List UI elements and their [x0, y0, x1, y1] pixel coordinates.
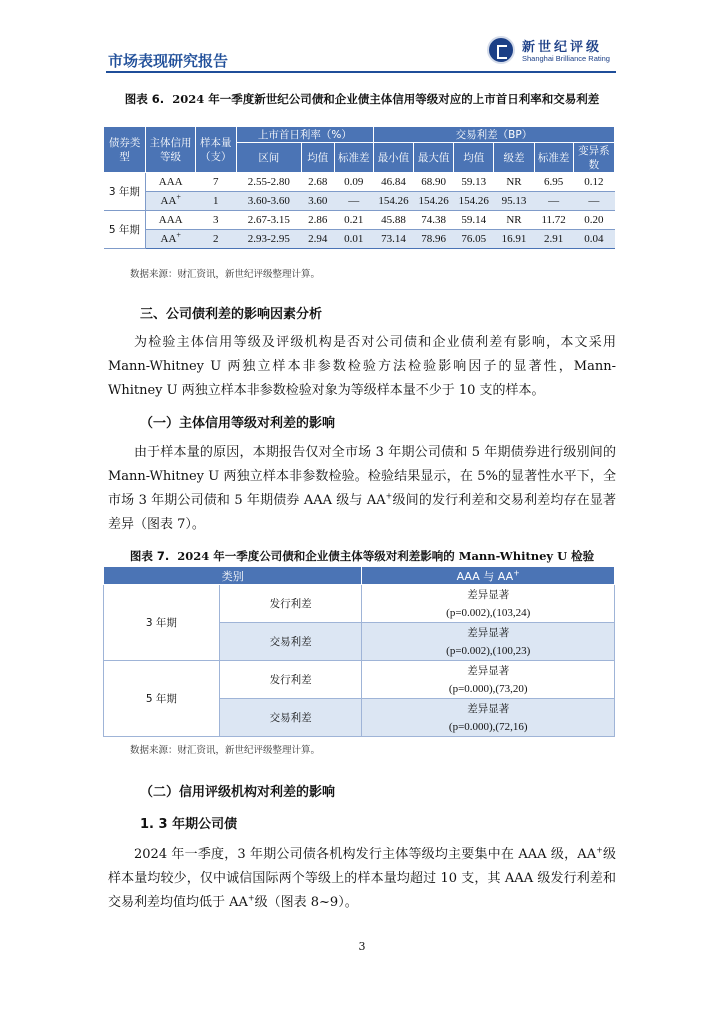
group-3y: 3 年期 — [104, 173, 146, 211]
col-min: 最小值 — [373, 143, 413, 173]
result-stat: (p=0.002),(103,24) — [446, 606, 531, 619]
result-stat: (p=0.002),(100,23) — [446, 644, 531, 657]
table-cell: NR — [494, 211, 534, 230]
table-cell: 1 — [195, 192, 236, 211]
table-row — [104, 661, 615, 699]
table-cell: 2.86 — [301, 211, 334, 230]
table-cell: NR — [494, 173, 534, 192]
result-label: 差异显著 — [467, 664, 510, 677]
superscript-plus: + — [385, 491, 393, 501]
row-type: 交易利差 — [219, 623, 362, 661]
table-cell: — — [573, 192, 614, 211]
row-type: 交易利差 — [219, 699, 362, 737]
result-label: 差异显著 — [467, 588, 510, 601]
para2-text-b: 级间的发行利差和交易利差均存在显著差异（图表 7）。 — [108, 493, 616, 532]
agency-subheading: （二）信用评级机构对利差的影响 — [140, 785, 336, 800]
table-cell: 0.01 — [334, 230, 373, 249]
report-header-title: 市场表现研究报告 — [108, 52, 229, 70]
rating-aa-base: AA — [160, 233, 177, 245]
para3-text-a: 2024 年一季度，3 年期公司债各机构发行主体等级均主要集中在 AAA 级，AA — [134, 847, 597, 862]
col-mean: 均值 — [301, 143, 334, 173]
table-cell: 16.91 — [494, 230, 534, 249]
superscript-plus: + — [513, 567, 520, 577]
row-result — [362, 585, 615, 623]
rating-aa-base: AA — [160, 195, 177, 207]
col-comparison — [362, 567, 615, 585]
row-result — [362, 623, 615, 661]
table-cell: 2.68 — [301, 173, 334, 192]
section3-heading: 三、公司债利差的影响因素分析 — [140, 307, 323, 322]
col-range: 区间 — [236, 143, 301, 173]
brand-emblem-icon — [487, 36, 515, 64]
table-cell: 95.13 — [494, 192, 534, 211]
table-row — [104, 173, 615, 192]
table-cell: 3.60 — [301, 192, 334, 211]
figure7-table — [103, 566, 615, 737]
table-cell — [146, 192, 195, 211]
col-sample: 样本量（支） — [195, 127, 236, 173]
col-std2: 标准差 — [534, 143, 573, 173]
result-label: 差异显著 — [467, 702, 510, 715]
table-cell: 0.20 — [573, 211, 614, 230]
table-cell: 0.09 — [334, 173, 373, 192]
table-cell: 68.90 — [414, 173, 454, 192]
table-cell: 73.14 — [373, 230, 413, 249]
table-cell: 2.55-2.80 — [236, 173, 301, 192]
table-cell: 3 — [195, 211, 236, 230]
figure6-table — [103, 126, 615, 249]
table-cell: 2.94 — [301, 230, 334, 249]
table-cell: 2 — [195, 230, 236, 249]
table-row — [104, 230, 615, 249]
table-cell: — — [534, 192, 573, 211]
group-5y: 5 年期 — [104, 661, 220, 737]
figure6-source: 数据来源：财汇资讯，新世纪评级整理计算。 — [130, 269, 321, 280]
brand-name-cn: 新世纪评级 — [522, 40, 603, 55]
brand-logo — [487, 34, 617, 70]
col-bond-type: 债券类型 — [104, 127, 146, 173]
figure7-caption — [108, 547, 616, 565]
col-std: 标准差 — [334, 143, 373, 173]
table-cell: 0.21 — [334, 211, 373, 230]
table-cell: 7 — [195, 173, 236, 192]
table-cell: 76.05 — [454, 230, 494, 249]
table-row — [104, 585, 615, 623]
rating-plus: + — [176, 230, 181, 240]
table-cell: 45.88 — [373, 211, 413, 230]
table-cell: AAA — [146, 211, 195, 230]
rating-plus: + — [176, 192, 181, 202]
result-stat: (p=0.000),(72,16) — [448, 720, 528, 733]
figure7-title: 2024 年一季度公司债和企业债主体等级对利差影响的 Mann-Whitney U 检验 — [177, 549, 595, 563]
table-cell: 6.95 — [534, 173, 573, 192]
col-level-diff: 级差 — [494, 143, 534, 173]
figure6-title: 2024 年一季度新世纪公司债和企业债主体信用等级对应的上市首日利率和交易利差 — [172, 92, 600, 106]
table-row — [104, 211, 615, 230]
table-row — [104, 192, 615, 211]
table-cell: 46.84 — [373, 173, 413, 192]
section3-subheading1: （一）主体信用等级对利差的影响 — [140, 416, 336, 431]
table-cell: 74.38 — [414, 211, 454, 230]
col-rating: 主体信用等级 — [146, 127, 195, 173]
row-type: 发行利差 — [219, 585, 362, 623]
para2-text-a: 由于样本量的原因，本期报告仅对全市场 3 年期公司债和 5 年期债券进行级别间的 Mann-Whitney U 两独立样本非参数检验。检验结果显示，在 5%的显著性水平下，全市场 3 年期公司债和 5 年期债券 AAA 级与 AA — [108, 445, 616, 508]
table-cell: 0.12 — [573, 173, 614, 192]
table-cell: 2.91 — [534, 230, 573, 249]
table-cell: 59.14 — [454, 211, 494, 230]
table-cell: 154.26 — [414, 192, 454, 211]
superscript-plus: + — [247, 893, 255, 903]
col-category: 类别 — [104, 567, 362, 585]
group-5y: 5 年期 — [104, 211, 146, 249]
agency-subheading-3y: 1. 3 年期公司债 — [140, 817, 238, 832]
row-result — [362, 699, 615, 737]
agency-paragraph — [108, 843, 616, 915]
table-cell: 154.26 — [373, 192, 413, 211]
table-cell: — — [334, 192, 373, 211]
row-type: 发行利差 — [219, 661, 362, 699]
superscript-plus: + — [596, 845, 603, 855]
group-3y: 3 年期 — [104, 585, 220, 661]
table-cell: 11.72 — [534, 211, 573, 230]
figure6-label: 图表 6. — [124, 92, 165, 106]
table-cell: 3.60-3.60 — [236, 192, 301, 211]
brand-name-en: Shanghai Brilliance Rating — [522, 54, 610, 63]
result-stat: (p=0.000),(73,20) — [448, 682, 528, 695]
col-ipo-rate: 上市首日利率（%） — [236, 127, 373, 143]
table-cell: 59.13 — [454, 173, 494, 192]
col-max: 最大值 — [414, 143, 454, 173]
table-cell: 154.26 — [454, 192, 494, 211]
figure6-caption — [108, 90, 616, 108]
para3-text-b: 级样本量均较少，仅中诚信国际两个等级上的样本量均超过 10 支，其 AAA 级发行利差和交易利差均值均低于 AA — [108, 847, 616, 910]
section3-paragraph1: 为检验主体信用等级及评级机构是否对公司债和企业债利差有影响，本文采用 Mann-Whitney U 两独立样本非参数检验方法检验影响因子的显著性，Mann-Whitney U 两独立样本非参数检验对象为等级样本量不少于 10 支的样本。 — [108, 335, 616, 398]
table-cell: AAA — [146, 173, 195, 192]
para3-text-c: 级（图表 8~9）。 — [254, 895, 358, 910]
page-number: 3 — [358, 940, 366, 953]
comparison-text: AAA 与 AA — [456, 569, 514, 583]
row-result — [362, 661, 615, 699]
col-spread: 交易利差（BP） — [373, 127, 614, 143]
col-cv: 变异系数 — [573, 143, 614, 173]
result-label: 差异显著 — [467, 626, 510, 639]
table-cell: 2.67-3.15 — [236, 211, 301, 230]
table-cell: 78.96 — [414, 230, 454, 249]
section3-paragraph2 — [108, 441, 616, 537]
table-cell: 0.04 — [573, 230, 614, 249]
col-mean2: 均值 — [454, 143, 494, 173]
header-divider — [106, 71, 616, 73]
table-cell — [146, 230, 195, 249]
table-cell: 2.93-2.95 — [236, 230, 301, 249]
figure7-source: 数据来源：财汇资讯，新世纪评级整理计算。 — [130, 745, 321, 756]
figure7-label: 图表 7. — [129, 549, 170, 563]
